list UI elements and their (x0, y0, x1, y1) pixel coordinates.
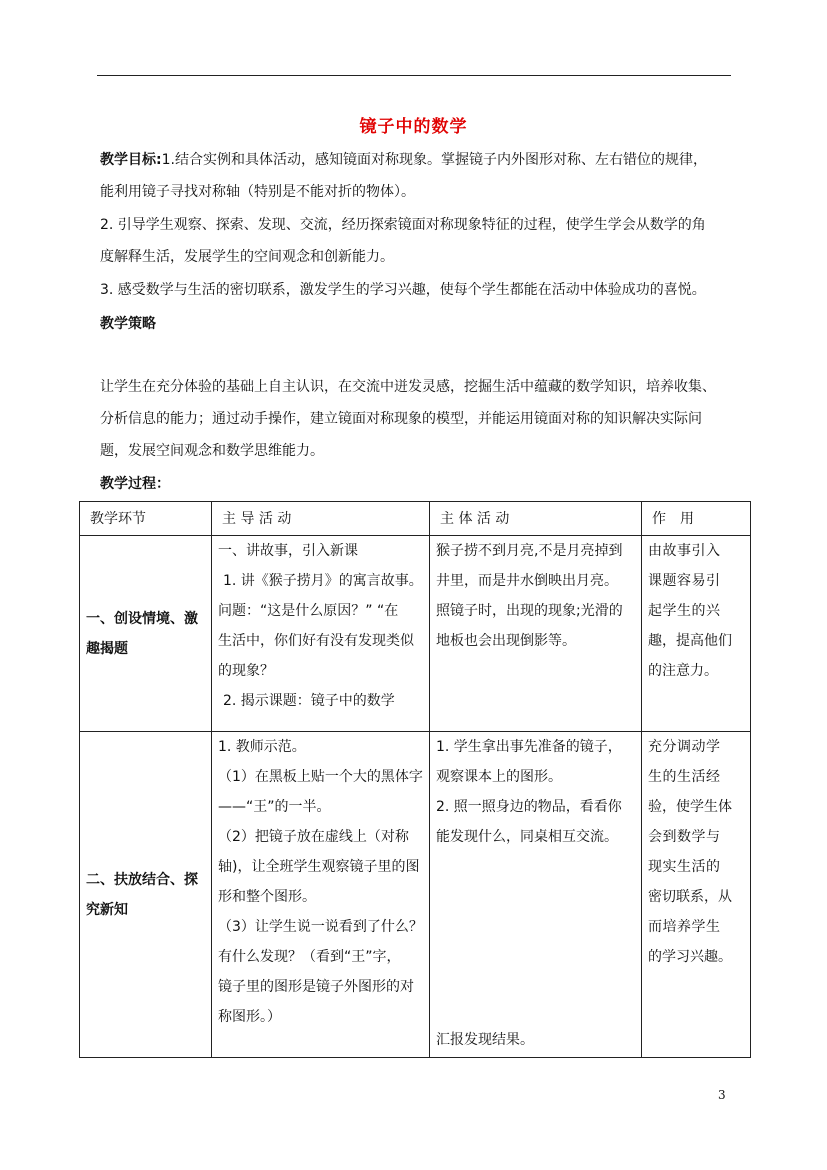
stage-cell (80, 536, 212, 732)
effect-line: 由故事引入 (648, 543, 721, 559)
student-cell (430, 732, 642, 1058)
header-effect: 作 用 (642, 502, 751, 536)
lead-line: 镜子里的图形是镜子外图形的对 (218, 979, 414, 995)
lead-line: 2. 揭示课题：镜子中的数学 (223, 693, 395, 709)
goal-line-2: 能利用镜子寻找对称轴（特别是不能对折的物体）。 (100, 184, 415, 200)
effect-line: 验，使学生体 (648, 799, 732, 815)
student-line: 猴子捞不到月亮,不是月亮掉到 (436, 543, 623, 559)
goals-line1-text: 1.结合实例和具体活动，感知镜面对称现象。掌握镜子内外图形对称、左右错位的规律， (161, 152, 707, 168)
strategy-line-2: 分析信息的能力；通过动手操作，建立镜面对称现象的模型，并能运用镜面对称的知识解决实际问 (100, 411, 702, 427)
student-line: 2. 照一照身边的物品，看看你 (436, 799, 622, 815)
stage-cell (80, 732, 212, 1058)
effect-line: 会到数学与 (648, 829, 721, 845)
page-title: 镜子中的数学 (359, 117, 468, 137)
student-line: 地板也会出现倒影等。 (436, 633, 576, 649)
lead-line: 一、讲故事，引入新课 (218, 543, 358, 559)
lead-line: 有什么发现？（看到“王”字， (218, 949, 401, 965)
effect-cell (642, 732, 751, 1058)
stage-text: 究新知 (86, 901, 128, 918)
effect-line: 而培养学生 (648, 919, 721, 935)
lead-line: （1）在黑板上贴一个大的黑体字 (218, 769, 423, 785)
student-line: 照镜子时，出现的现象;光滑的 (436, 603, 623, 619)
stage-text: 趣揭题 (86, 640, 128, 657)
effect-line: 充分调动学 (648, 739, 721, 755)
stage-text: 一、创设情境、激 (86, 610, 198, 627)
lead-line: 问题：“这是什么原因？” “在 (218, 603, 399, 619)
header-lead-activity: 主 导 活 动 (212, 502, 430, 536)
effect-line: 趣，提高他们 (648, 633, 732, 649)
strategy-line-1: 让学生在充分体验的基础上自主认识，在交流中迸发灵感，挖掘生活中蕴藏的数学知识，培养收集、 (100, 379, 716, 395)
effect-line: 课题容易引 (648, 573, 721, 589)
strategy-line-3: 题，发展空间观念和数学思维能力。 (100, 443, 324, 459)
header-rule (97, 75, 731, 76)
student-line: 汇报发现结果。 (436, 1032, 534, 1048)
header-stage: 教学环节 (80, 502, 212, 536)
effect-line: 密切联系，从 (648, 889, 732, 905)
table-header-row (80, 502, 751, 536)
table-row (80, 732, 751, 1058)
goal-line-1 (100, 150, 740, 170)
lead-line: 1. 教师示范。 (218, 739, 306, 755)
goals-label: 教学目标: (100, 152, 162, 168)
effect-line: 现实生活的 (648, 859, 721, 875)
table-row (80, 536, 751, 732)
lead-cell (212, 732, 430, 1058)
lead-line: ——“王”的一半。 (218, 799, 331, 815)
lead-line: （3）让学生说一说看到了什么？ (218, 919, 423, 935)
lead-line: 形和整个图形。 (218, 889, 316, 905)
goal-line-3: 2. 引导学生观察、探索、发现、交流，经历探索镜面对称现象特征的过程，使学生学会从数学的角 (100, 217, 706, 233)
lead-line: 1. 讲《猴子捞月》的寓言故事。 (223, 573, 423, 589)
lead-line: 轴)，让全班学生观察镜子里的图 (218, 859, 420, 875)
strategy-heading: 教学策略 (100, 316, 156, 332)
process-table (79, 501, 751, 1058)
student-line: 能发现什么，同桌相互交流。 (436, 829, 618, 845)
lead-line: 的现象？ (218, 663, 274, 679)
lead-line: 生活中，你们好有没有发现类似 (218, 633, 414, 649)
lead-cell (212, 536, 430, 732)
student-line: 井里，而是井水倒映出月亮。 (436, 573, 618, 589)
lead-line: 称图形。） (218, 1009, 281, 1025)
effect-cell (642, 536, 751, 732)
effect-line: 起学生的兴 (648, 603, 721, 619)
effect-line: 的学习兴趣。 (648, 949, 732, 965)
lead-line: （2）把镜子放在虚线上（对称 (218, 829, 409, 845)
process-heading: 教学过程： (100, 476, 170, 492)
student-line: 观察课本上的图形。 (436, 769, 562, 785)
page-number: 3 (718, 1088, 726, 1102)
student-line: 1. 学生拿出事先准备的镜子， (436, 739, 622, 755)
header-student-activity: 主 体 活 动 (430, 502, 642, 536)
goal-line-5: 3. 感受数学与生活的密切联系，激发学生的学习兴趣，使每个学生都能在活动中体验成功的喜悦。 (100, 282, 706, 298)
goal-line-4: 度解释生活，发展学生的空间观念和创新能力。 (100, 249, 394, 265)
effect-line: 的注意力。 (648, 663, 718, 679)
effect-line: 生的生活经 (648, 769, 721, 785)
student-cell (430, 536, 642, 732)
stage-text: 二、扶放结合、探 (86, 871, 198, 888)
